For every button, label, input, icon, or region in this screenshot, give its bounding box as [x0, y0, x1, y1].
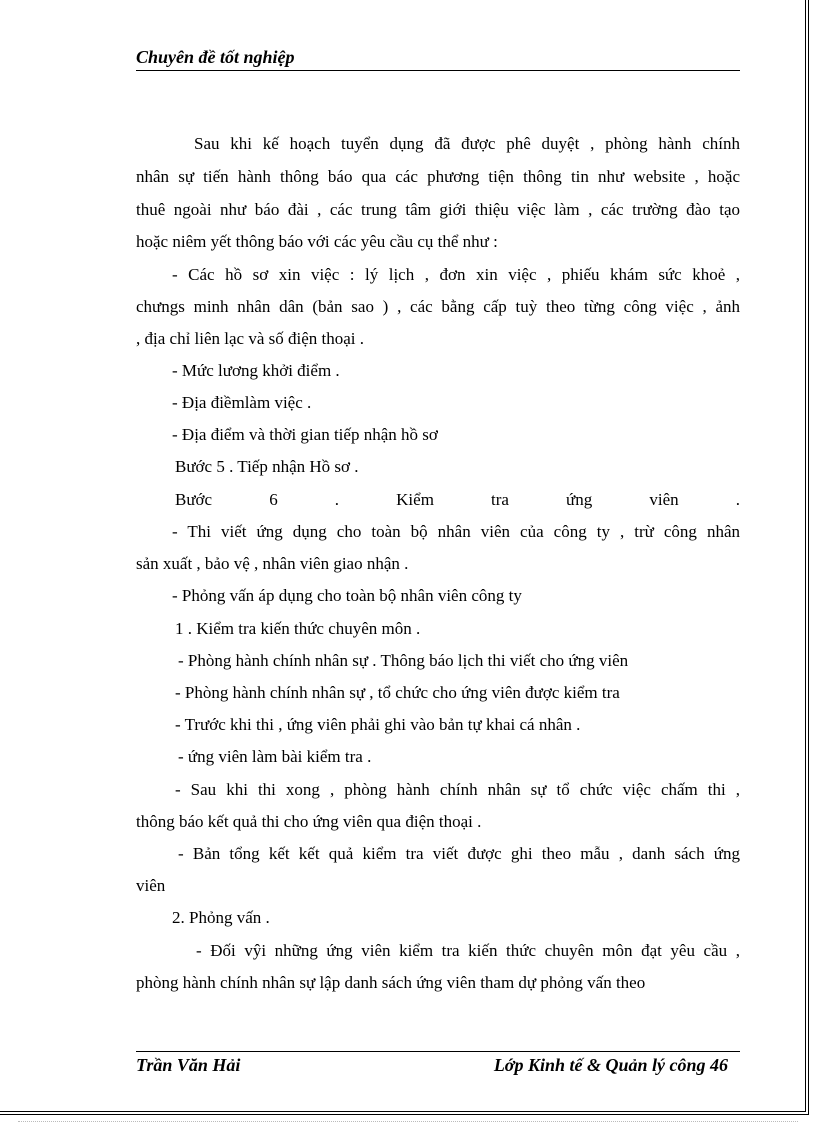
step-heading: Bước 5 . Tiếp nhận Hồ sơ . [175, 457, 359, 476]
list-item: - Phòng hành chính nhân sự , tổ chức cho ứng viên được kiểm tra [175, 683, 620, 702]
list-item-line: - Đối vŷi những ứng viên kiểm tra kiến thức chuyên môn đạt yêu cầu , [196, 941, 740, 960]
list-item: - Mức lương khởi điểm . [172, 361, 340, 380]
list-item-line: sản xuất , bảo vệ , nhân viên giao nhận . [136, 554, 409, 573]
list-item: - Địa điềmlàm việc . [172, 393, 312, 412]
step-heading: Bước 6 . Kiểm tra ứng viên . [175, 490, 740, 509]
header-rule [136, 70, 740, 71]
list-item-line: chưngs minh nhân dân (bản sao ) , các bằng cấp tuỳ theo từng công việc , ảnh [136, 297, 740, 316]
paragraph-line: nhân sự tiến hành thông báo qua các phương tiện thông tin như website , hoặc [136, 167, 740, 186]
paragraph-line: thuê ngoài như báo đài , các trung tâm giới thiệu việc làm , các trường đào tạo [136, 200, 740, 219]
list-item-line: phòng hành chính nhân sự lập danh sách ứng viên tham dự phỏng vấn theo [136, 973, 646, 992]
list-item-line: , địa chỉ liên lạc và số điện thoại . [136, 329, 365, 348]
section-heading: 2. Phỏng vấn . [172, 908, 270, 927]
list-item: - ứng viên làm bài kiểm tra . [178, 747, 372, 766]
list-item-line: thông báo kết quả thi cho ứng viên qua điện thoại . [136, 812, 482, 831]
page-edge-dots [18, 1121, 798, 1122]
list-item-line: viên [136, 876, 166, 895]
page-border-bottom-outer [0, 1114, 809, 1115]
footer-rule [136, 1051, 740, 1052]
page-border-right [805, 0, 806, 1111]
page-border-right-outer [808, 0, 809, 1114]
section-heading: 1 . Kiểm tra kiến thức chuyên môn . [175, 619, 421, 638]
list-item-line: - Sau khi thi xong , phòng hành chính nhân sự tổ chức việc chấm thi , [175, 780, 740, 799]
list-item-line: - Bản tổng kết kết quả kiểm tra viết được ghi theo mẫu , danh sách ứng [178, 844, 740, 863]
page-header-title: Chuyên đề tốt nghiệp [136, 47, 295, 67]
list-item: - Phòng hành chính nhân sự . Thông báo lịch thi viết cho ứng viên [178, 651, 629, 670]
list-item: - Trước khi thi , ứng viên phải ghi vào bản tự khai cá nhân . [175, 715, 581, 734]
list-item: - Phỏng vấn áp dụng cho toàn bộ nhân viên công ty [172, 586, 522, 605]
paragraph-line: Sau khi kế hoạch tuyển dụng đã được phê duyệt , phòng hành chính [194, 134, 740, 153]
page-border-bottom [0, 1111, 806, 1112]
list-item: - Địa điểm và thời gian tiếp nhận hồ sơ [172, 425, 438, 444]
list-item-line: - Thi viết ứng dụng cho toàn bộ nhân viên của công ty , trừ công nhân [172, 522, 740, 541]
paragraph-line: hoặc niêm yết thông báo với các yêu cầu cụ thể như : [136, 232, 498, 251]
footer-class: Lớp Kinh tế & Quản lý công 46 [493, 1055, 728, 1075]
footer-author: Trần Văn Hải [136, 1055, 241, 1075]
list-item-line: - Các hồ sơ xin việc : lý lịch , đơn xin việc , phiếu khám sức khoẻ , [172, 265, 740, 284]
